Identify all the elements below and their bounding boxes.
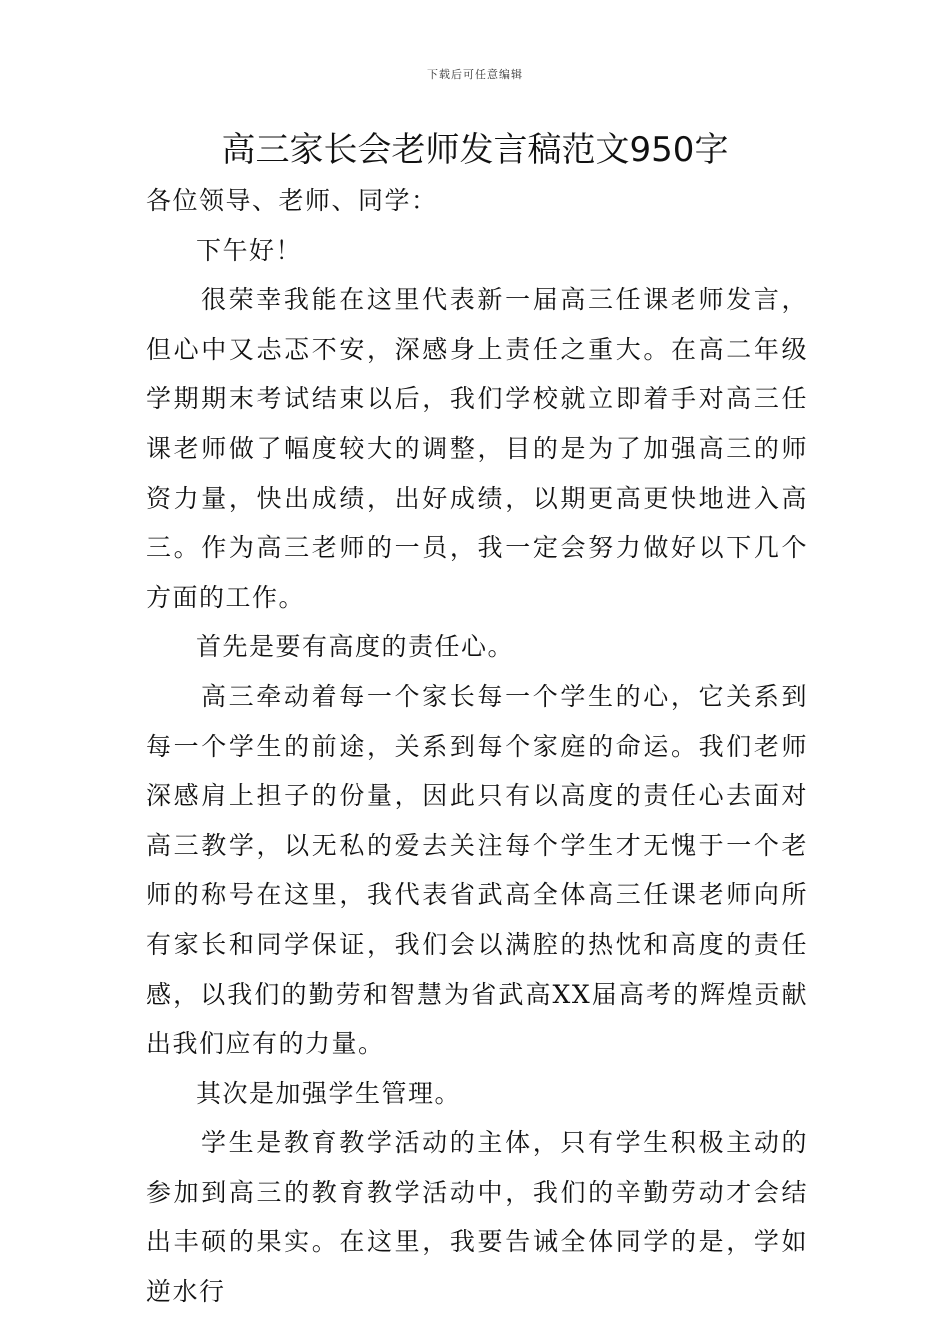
paragraph-intro: 很荣幸我能在这里代表新一届高三任课老师发言，但心中又忐忑不安，深感身上责任之重大。在高二年级学期期末考试结束以后，我们学校就立即着手对高三任课老师做了幅度较大的调整，目的是为了加强高三的师资力量，快出成绩，出好成绩，以期更高更快地进入高三。作为高三老师的一员，我一定会努力做好以下几个方面的工作。 xyxy=(146,285,808,612)
header-note: 下载后可任意编辑 xyxy=(427,68,523,81)
document-title: 高三家长会老师发言稿范文950字 xyxy=(221,130,729,170)
paragraph-responsibility: 高三牵动着每一个家长每一个学生的心，它关系到每一个学生的前途，关系到每个家庭的命运。我们老师深感肩上担子的份量，因此只有以高度的责任心去面对高三教学，以无私的爱去关注每个学生才无愧于一个老师的称号在这里，我代表省武高全体高三任课老师向所有家长和同学保证，我们会以满腔的热忱和高度的责任感，以我们的勤劳和智慧为省武高XX届高考的辉煌贡献出我们应有的力量。 xyxy=(146,681,808,1059)
paragraph-management: 学生是教育教学活动的主体，只有学生积极主动的参加到高三的教育教学活动中，我们的辛勤劳动才会结出丰硕的果实。在这里，我要告诫全体同学的是，学如逆水行 xyxy=(146,1128,808,1307)
document-body xyxy=(146,176,808,1317)
greeting: 下午好！ xyxy=(196,235,303,265)
salutation: 各位领导、老师、同学： xyxy=(146,186,438,215)
section-heading-management: 其次是加强学生管理。 xyxy=(196,1078,462,1108)
section-heading-responsibility: 首先是要有高度的责任心。 xyxy=(196,632,515,662)
